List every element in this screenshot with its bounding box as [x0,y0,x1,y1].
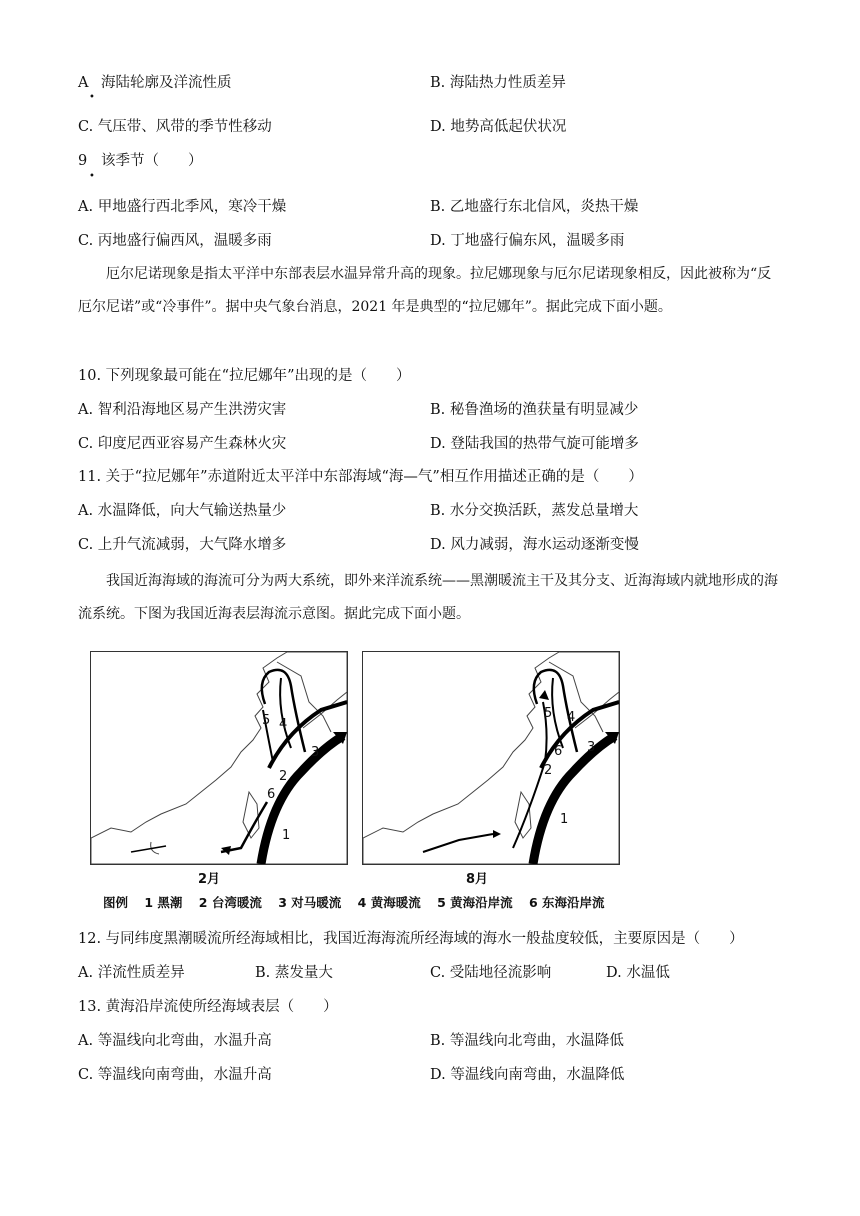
emphasis-dot: • [89,92,95,103]
legend-item-yellow-sea-warm: 4 黄海暖流 [357,895,421,910]
q8-option-b: B. 海陆热力性质差异 [430,75,566,91]
q9-option-a: A. 甲地盛行西北季风，寒冷干燥 [78,199,287,215]
legend-title: 图例 [103,895,129,910]
q13-option-a: A. 等温线向北弯曲，水温升高 [78,1033,272,1049]
q8-option-a-letter: A [78,75,89,91]
q9-number: 9 [78,153,88,169]
map-august [362,651,620,865]
legend-item-tsushima-warm: 3 对马暖流 [278,895,342,910]
q11-stem: 11. 关于“拉尼娜年”赤道附近太平洋中东部海域“海—气”相互作用描述正确的是（ ） [78,469,643,485]
legend-item-yellow-sea-coastal: 5 黄海沿岸流 [437,895,513,910]
q11-option-b: B. 水分交换活跃，蒸发总量增大 [430,503,639,519]
q12-option-b: B. 蒸发量大 [255,965,333,981]
passage-el-nino [78,258,783,324]
map-february-drawing [91,652,347,864]
q11-option-d: D. 风力减弱，海水运动逐渐变慢 [430,537,639,553]
q9-option-c: C. 丙地盛行偏西风，温暖多雨 [78,233,272,249]
q11-option-a: A. 水温降低，向大气输送热量少 [78,503,287,519]
q10-stem: 10. 下列现象最可能在“拉尼娜年”出现的是（ ） [78,368,411,384]
q10-option-c: C. 印度尼西亚容易产生森林火灾 [78,436,287,452]
q12-option-a: A. 洋流性质差异 [78,965,185,981]
current-label-4: 4 [567,710,576,725]
current-label-6: 6 [554,744,563,759]
passage-currents [78,565,783,631]
q12-stem: 12. 与同纬度黑潮暖流所经海域相比，我国近海海流所经海域的海水一般盐度较低，主要原因是（ ） [78,931,744,947]
q10-option-b: B. 秘鲁渔场的渔获量有明显减少 [430,402,639,418]
q13-option-c: C. 等温线向南弯曲，水温升高 [78,1067,272,1083]
current-label-3: 3 [587,740,596,755]
current-label-5: 5 [262,713,271,728]
current-label-2: 2 [544,763,553,778]
legend-item-kuroshio: 1 黑潮 [144,895,183,910]
q9-option-b: B. 乙地盛行东北信风，炎热干燥 [430,199,639,215]
q8-option-c: C. 气压带、风带的季节性移动 [78,119,272,135]
map-february-caption: 2月 [198,872,221,887]
q13-option-d: D. 等温线向南弯曲，水温降低 [430,1067,625,1083]
current-label-1: 1 [282,828,291,843]
current-label-4: 4 [279,717,288,732]
current-label-3: 3 [311,745,320,760]
passage-el-nino-text: 厄尔尼诺现象是指太平洋中东部表层水温异常升高的现象。拉尼娜现象与厄尔尼诺现象相反，因此被称为“反厄尔尼诺”或“冷事件”。据中央气象台消息，2021 年是典型的“拉尼娜年”。据此完成下面小题。 [78,266,772,315]
q10-option-d: D. 登陆我国的热带气旋可能增多 [430,436,639,452]
q9-option-d: D. 丁地盛行偏东风，温暖多雨 [430,233,625,249]
legend-item-east-china-sea-coastal: 6 东海沿岸流 [528,895,605,910]
current-label-1: 1 [560,812,569,827]
current-label-5: 5 [544,706,553,721]
q12-option-d: D. 水温低 [606,965,670,981]
current-label-6: 6 [267,787,276,802]
q12-option-c: C. 受陆地径流影响 [430,965,552,981]
q8-option-d: D. 地势高低起伏状况 [430,119,567,135]
legend-item-taiwan-warm: 2 台湾暖流 [198,895,262,910]
q9-stem: 该季节（ ） [101,153,203,169]
map-august-drawing [363,652,619,864]
passage-currents-text: 我国近海海域的海流可分为两大系统，即外来洋流系统——黑潮暖流主干及其分支、近海海域内就地形成的海流系统。下图为我国近海表层海流示意图。据此完成下面小题。 [78,573,778,622]
map-legend [103,893,617,911]
current-label-2: 2 [279,769,288,784]
map-august-caption: 8月 [466,872,489,887]
emphasis-dot: • [89,171,95,182]
q13-stem: 13. 黄海沿岸流使所经海域表层（ ） [78,999,338,1015]
q8-option-a: 海陆轮廓及洋流性质 [101,75,232,91]
map-february [90,651,348,865]
q13-option-b: B. 等温线向北弯曲，水温降低 [430,1033,624,1049]
q11-option-c: C. 上升气流减弱，大气降水增多 [78,537,287,553]
q10-option-a: A. 智利沿海地区易产生洪涝灾害 [78,402,287,418]
